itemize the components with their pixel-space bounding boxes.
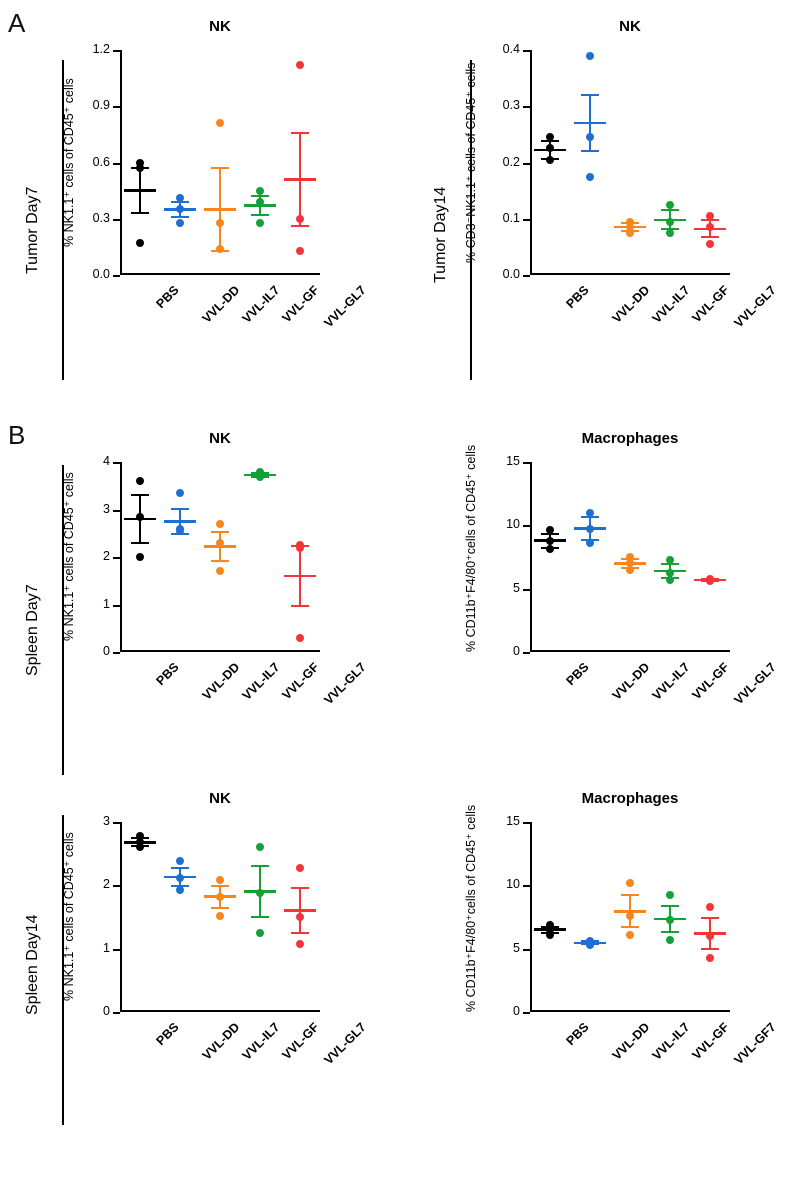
data-point xyxy=(706,240,714,248)
x-axis xyxy=(530,650,730,652)
data-point xyxy=(216,912,224,920)
error-bar-cap xyxy=(701,948,719,950)
error-bar-cap xyxy=(131,212,149,214)
y-tick xyxy=(523,822,530,824)
panel-letter-a: A xyxy=(8,8,26,38)
data-point xyxy=(586,52,594,60)
data-point xyxy=(546,156,554,164)
data-point xyxy=(136,843,144,851)
error-bar-cap xyxy=(581,94,599,96)
x-category-label: VVL-GF xyxy=(689,1020,732,1063)
y-tick-label: 0 xyxy=(513,1004,520,1018)
data-point xyxy=(136,164,144,172)
data-point xyxy=(216,219,224,227)
y-tick-label: 5 xyxy=(513,580,520,595)
data-point xyxy=(666,556,674,564)
x-axis xyxy=(120,273,320,275)
data-point xyxy=(626,229,634,237)
y-tick-label: 3 xyxy=(103,501,110,516)
data-point xyxy=(296,940,304,948)
row-label-spleen-day14: Spleen Day14 xyxy=(24,914,41,1016)
y-tick-label: 4 xyxy=(103,454,110,468)
x-axis xyxy=(530,1010,730,1012)
x-axis xyxy=(120,650,320,652)
mean-line xyxy=(574,122,606,125)
y-tick-label: 10 xyxy=(506,877,520,892)
x-category-label: VVL-DD xyxy=(199,1020,243,1063)
data-point xyxy=(216,567,224,575)
data-point xyxy=(706,932,714,940)
error-bar-cap xyxy=(251,214,269,216)
chart-title: NK xyxy=(619,18,641,35)
y-tick-label: 0 xyxy=(103,1004,110,1018)
data-point xyxy=(706,577,714,585)
x-category-label: VVL-GF7 xyxy=(731,1020,779,1068)
y-axis xyxy=(530,50,532,275)
data-point xyxy=(216,539,224,547)
x-category-label: VVL-GL7 xyxy=(321,1020,369,1068)
error-bar-cap xyxy=(661,905,679,907)
y-axis xyxy=(120,822,122,1012)
y-tick xyxy=(523,652,530,654)
error-bar-cap xyxy=(621,926,639,928)
chart-title: NK xyxy=(209,18,231,35)
plot-area xyxy=(464,804,779,1068)
y-tick xyxy=(113,605,120,607)
error-bar-cap xyxy=(131,494,149,496)
y-tick xyxy=(523,50,530,52)
data-point xyxy=(256,473,264,481)
y-tick-label: 0 xyxy=(103,644,110,658)
y-tick xyxy=(523,462,530,464)
y-tick-label: 0 xyxy=(513,644,520,658)
data-point xyxy=(216,119,224,127)
x-category-label: VVL-IL7 xyxy=(239,660,283,703)
y-axis xyxy=(530,822,532,1012)
x-category-label: VVL-GL7 xyxy=(731,660,779,708)
y-tick-label: 2 xyxy=(103,549,110,563)
x-axis xyxy=(530,273,730,275)
data-point xyxy=(586,133,594,141)
data-point xyxy=(216,876,224,884)
y-tick xyxy=(113,275,120,277)
x-category-label: VVL-GL7 xyxy=(731,283,779,331)
error-bar-cap xyxy=(171,867,189,869)
mean-line xyxy=(284,178,316,181)
y-tick xyxy=(113,557,120,559)
y-axis xyxy=(120,50,122,275)
data-point xyxy=(666,229,674,237)
data-point xyxy=(176,219,184,227)
data-point xyxy=(666,201,674,209)
x-category-label: VVL-DD xyxy=(609,1020,653,1063)
y-tick-label: 0.0 xyxy=(502,267,520,281)
x-category-label: PBS xyxy=(563,1020,592,1049)
y-tick-label: 1.2 xyxy=(92,42,110,56)
error-bar-cap xyxy=(251,865,269,867)
y-tick xyxy=(523,163,530,165)
y-tick-label: 0.3 xyxy=(92,210,110,225)
x-category-label: PBS xyxy=(153,283,182,312)
data-point xyxy=(666,576,674,584)
data-point xyxy=(136,553,144,561)
y-axis-label: % NK1.1⁺ cells of CD45⁺ cells xyxy=(62,472,76,642)
error-bar-cap xyxy=(291,887,309,889)
data-point xyxy=(176,527,184,535)
y-tick xyxy=(113,50,120,52)
error-bar-cap xyxy=(251,195,269,197)
data-point xyxy=(626,931,634,939)
y-tick-label: 5 xyxy=(513,940,520,955)
error-bar-cap xyxy=(211,885,229,887)
data-point xyxy=(666,916,674,924)
y-tick xyxy=(113,510,120,512)
y-tick-label: 1 xyxy=(103,940,110,955)
y-tick-label: 10 xyxy=(506,517,520,532)
y-tick-label: 0.0 xyxy=(92,267,110,281)
plot-area xyxy=(464,444,779,708)
y-tick-label: 15 xyxy=(506,454,520,468)
data-point xyxy=(296,864,304,872)
data-point xyxy=(586,941,594,949)
data-point xyxy=(626,566,634,574)
error-bar-cap xyxy=(291,225,309,227)
x-category-label: VVL-GF xyxy=(279,1020,322,1063)
mean-line xyxy=(284,909,316,912)
x-category-label: VVL-DD xyxy=(609,660,653,703)
y-tick-label: 0.4 xyxy=(502,42,520,56)
x-category-label: VVL-DD xyxy=(609,283,653,326)
data-point xyxy=(626,879,634,887)
error-bar-cap xyxy=(131,542,149,544)
data-point xyxy=(296,215,304,223)
data-point xyxy=(176,205,184,213)
data-point xyxy=(586,509,594,517)
y-tick xyxy=(113,652,120,654)
data-point xyxy=(176,886,184,894)
error-bar-cap xyxy=(621,894,639,896)
y-tick xyxy=(523,525,530,527)
data-point xyxy=(706,903,714,911)
data-point xyxy=(216,245,224,253)
y-tick xyxy=(523,219,530,221)
y-tick-label: 0.6 xyxy=(92,154,110,169)
x-category-label: VVL-IL7 xyxy=(649,660,693,703)
error-bar-cap xyxy=(701,236,719,238)
data-point xyxy=(256,187,264,195)
x-category-label: VVL-IL7 xyxy=(649,283,693,326)
row-label-spleen-day7: Spleen Day7 xyxy=(24,584,41,676)
plot-area xyxy=(62,454,369,708)
error-bar-cap xyxy=(251,916,269,918)
data-point xyxy=(136,477,144,485)
y-tick xyxy=(523,106,530,108)
data-point xyxy=(256,929,264,937)
plot-area xyxy=(62,42,369,331)
error-bar-cap xyxy=(291,932,309,934)
error-bar-cap xyxy=(661,931,679,933)
y-tick xyxy=(113,106,120,108)
y-tick-label: 15 xyxy=(506,814,520,828)
data-point xyxy=(256,843,264,851)
data-point xyxy=(706,212,714,220)
data-point xyxy=(546,545,554,553)
data-point xyxy=(176,874,184,882)
y-tick xyxy=(113,885,120,887)
plot-area xyxy=(464,42,779,331)
mean-line xyxy=(284,575,316,578)
error-bar-cap xyxy=(171,216,189,218)
error-bar-cap xyxy=(581,150,599,152)
chart-title: Macrophages xyxy=(581,790,679,807)
x-category-label: PBS xyxy=(563,283,592,312)
data-point xyxy=(216,893,224,901)
chart-title: Macrophages xyxy=(581,430,679,447)
data-point xyxy=(256,219,264,227)
x-category-label: VVL-GF xyxy=(279,283,322,326)
data-point xyxy=(296,61,304,69)
y-tick-label: 0.1 xyxy=(502,210,520,225)
y-tick xyxy=(523,885,530,887)
row-label-tumor-day14: Tumor Day14 xyxy=(432,186,449,284)
x-axis xyxy=(120,1010,320,1012)
data-point xyxy=(586,525,594,533)
data-point xyxy=(216,520,224,528)
x-category-label: VVL-GL7 xyxy=(321,660,369,708)
x-category-label: VVL-DD xyxy=(199,283,243,326)
y-tick xyxy=(523,1012,530,1014)
data-point xyxy=(546,931,554,939)
y-tick-label: 2 xyxy=(103,877,110,892)
mean-line xyxy=(124,189,156,192)
y-axis-label: % NK1.1⁺ cells of CD45⁺ cells xyxy=(62,78,76,247)
y-axis-label: % CD3⁻NK1.1⁺ cells of CD45⁺ cells xyxy=(464,62,478,263)
row-label-tumor-day7: Tumor Day7 xyxy=(24,186,41,274)
data-point xyxy=(666,218,674,226)
x-category-label: VVL-IL7 xyxy=(239,283,283,326)
y-tick xyxy=(113,219,120,221)
data-point xyxy=(176,857,184,865)
y-tick-label: 1 xyxy=(103,596,110,611)
y-tick-label: 3 xyxy=(103,814,110,828)
y-axis xyxy=(530,462,532,652)
x-category-label: VVL-DD xyxy=(199,660,243,703)
data-point xyxy=(666,936,674,944)
error-bar-cap xyxy=(291,605,309,607)
error-bar-cap xyxy=(291,132,309,134)
data-point xyxy=(666,891,674,899)
error-bar-cap xyxy=(211,560,229,562)
y-axis-label: % CD11b⁺F4/80⁺cells of CD45⁺ cells xyxy=(464,444,478,652)
data-point xyxy=(176,489,184,497)
mean-line xyxy=(204,208,236,211)
x-category-label: VVL-IL7 xyxy=(649,1020,693,1063)
y-tick-label: 0.9 xyxy=(92,98,110,113)
data-point xyxy=(256,198,264,206)
x-category-label: VVL-GF xyxy=(689,283,732,326)
data-point xyxy=(626,912,634,920)
x-category-label: VVL-GF xyxy=(279,660,322,703)
x-category-label: PBS xyxy=(153,1020,182,1049)
x-category-label: PBS xyxy=(563,660,592,689)
x-category-label: VVL-IL7 xyxy=(239,1020,283,1063)
plot-area xyxy=(62,814,369,1068)
y-tick xyxy=(113,822,120,824)
chart-title: NK xyxy=(209,430,231,447)
data-point xyxy=(706,954,714,962)
y-axis-label: % CD11b⁺F4/80⁺cells of CD45⁺ cells xyxy=(464,804,478,1012)
data-point xyxy=(296,634,304,642)
panel-letter-b: B xyxy=(8,420,26,450)
y-tick xyxy=(113,462,120,464)
y-tick xyxy=(523,589,530,591)
y-axis xyxy=(120,462,122,652)
data-point xyxy=(296,913,304,921)
x-category-label: VVL-GL7 xyxy=(321,283,369,331)
data-point xyxy=(546,537,554,545)
chart-title: NK xyxy=(209,790,231,807)
x-category-label: VVL-GF xyxy=(689,660,732,703)
data-point xyxy=(136,239,144,247)
error-bar-cap xyxy=(211,907,229,909)
error-bar-cap xyxy=(661,209,679,211)
data-point xyxy=(586,173,594,181)
y-tick xyxy=(113,163,120,165)
data-point xyxy=(256,889,264,897)
error-bar-cap xyxy=(211,531,229,533)
mean-line xyxy=(164,520,196,523)
data-point xyxy=(586,539,594,547)
y-tick xyxy=(113,949,120,951)
y-tick xyxy=(523,949,530,951)
y-tick-label: 0.2 xyxy=(502,154,520,169)
error-bar-cap xyxy=(701,917,719,919)
y-axis-label: % NK1.1⁺ cells of CD45⁺ cells xyxy=(62,832,76,1002)
data-point xyxy=(296,544,304,552)
y-tick-label: 0.3 xyxy=(502,98,520,113)
error-bar-cap xyxy=(171,508,189,510)
y-tick xyxy=(523,275,530,277)
data-point xyxy=(136,513,144,521)
x-category-label: PBS xyxy=(153,660,182,689)
data-point xyxy=(296,247,304,255)
y-tick xyxy=(113,1012,120,1014)
error-bar-cap xyxy=(211,167,229,169)
